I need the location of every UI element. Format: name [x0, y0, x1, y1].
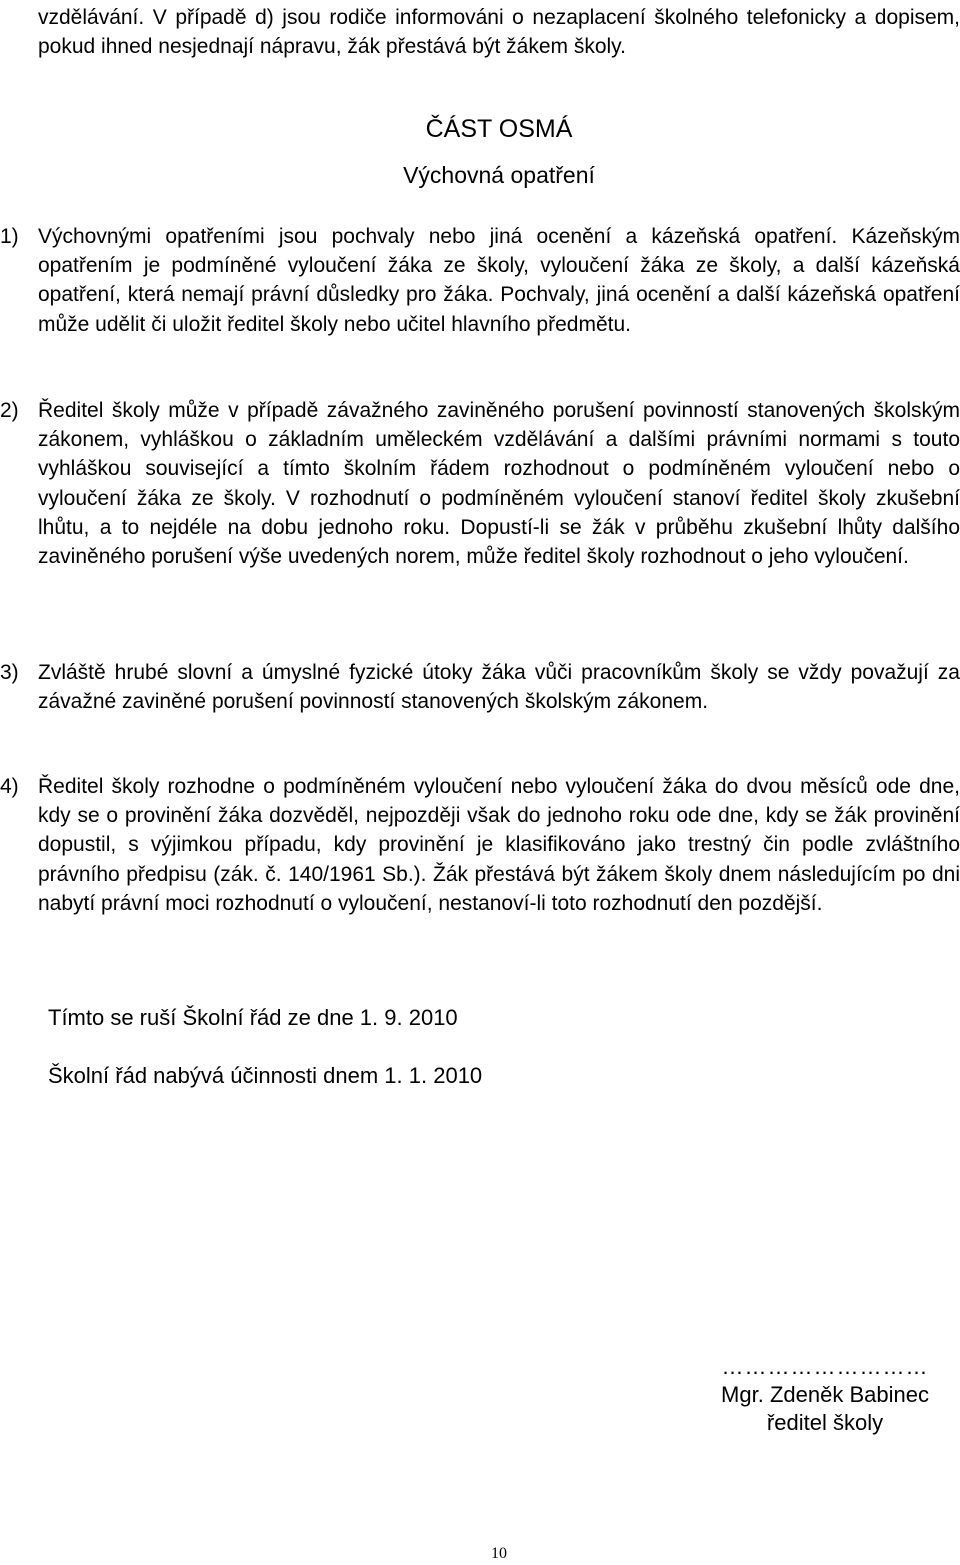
paragraph-text: Ředitel školy rozhodne o podmíněném vyloučení nebo vyloučení žáka do dvou měsíců ode dne, kdy se o provinění žáka dozvěděl, nejpozději však do jednoho roku ode dne, kdy se žák provinění dopustil, s výjimkou případu, kdy provinění je klasifikováno jako trestný čin podle zvláštního právního předpisu (zák. č. 140/1961 Sb.). Žák přestává být žákem školy dnem následujícím po dni nabytí právní moci rozhodnutí o vyloučení, nestanoví-li toto rozhodnutí den pozdější.: [38, 775, 960, 915]
numbered-paragraph-3: [0, 658, 960, 716]
numbered-paragraph-1: [0, 222, 960, 339]
signature-line: ………………………: [721, 1354, 929, 1379]
paragraph-number: 1): [0, 225, 19, 248]
paragraph-text: Ředitel školy může v případě závažného zaviněného porušení povinností stanovených školským zákonem, vyhláškou o základním uměleckém vzdělávání a dalšími právními normami s touto vyhláškou související a tímto školním řádem rozhodnout o podmíněném vyloučení nebo o vyloučení žáka ze školy. V rozhodnutí o podmíněném vyloučení stanoví ředitel školy zkušební lhůtu, a to nejdéle na dobu jednoho roku. Dopustí-li se žák v průběhu zkušební lhůty dalšího zaviněného porušení výše uvedených norem, může ředitel školy rozhodnout o jeho vyloučení.: [38, 399, 960, 569]
paragraph-text: Výchovnými opatřeními jsou pochvaly nebo jiná ocenění a kázeňská opatření. Kázeňským opatřením je podmíněné vyloučení žáka ze školy, vyloučení žáka ze školy, a další kázeňská opatření, která nemají právní důsledky pro žáka. Pochvaly, jiná ocenění a další kázeňská opatření může udělit či uložit ředitel školy nebo učitel hlavního předmětu.: [38, 225, 960, 336]
page-number: 10: [491, 1545, 507, 1562]
paragraph-number: 4): [0, 775, 19, 798]
paragraph-number: 2): [0, 399, 19, 422]
numbered-paragraph-2: [0, 396, 960, 571]
repeal-statement: Tímto se ruší Školní řád ze dne 1. 9. 2010: [48, 1005, 458, 1030]
section-heading: ČÁST OSMÁ: [425, 115, 573, 143]
intro-paragraph: vzdělávání. V případě d) jsou rodiče informováni o nezaplacení školného telefonicky a dopisem, pokud ihned nesjednají nápravu, žák přestává být žákem školy.: [38, 6, 960, 59]
signatory-role: ředitel školy: [766, 1410, 884, 1435]
signatory-name: Mgr. Zdeněk Babinec: [721, 1382, 929, 1407]
numbered-paragraph-4: [0, 772, 960, 918]
effective-date-statement: Školní řád nabývá účinnosti dnem 1. 1. 2010: [48, 1063, 483, 1088]
paragraph-number: 3): [0, 661, 19, 684]
paragraph-text: Zvláště hrubé slovní a úmyslné fyzické útoky žáka vůči pracovníkům školy se vždy považují za závažné zaviněné porušení povinností stanovených školským zákonem.: [38, 661, 960, 714]
section-subheading: Výchovná opatření: [403, 162, 595, 188]
